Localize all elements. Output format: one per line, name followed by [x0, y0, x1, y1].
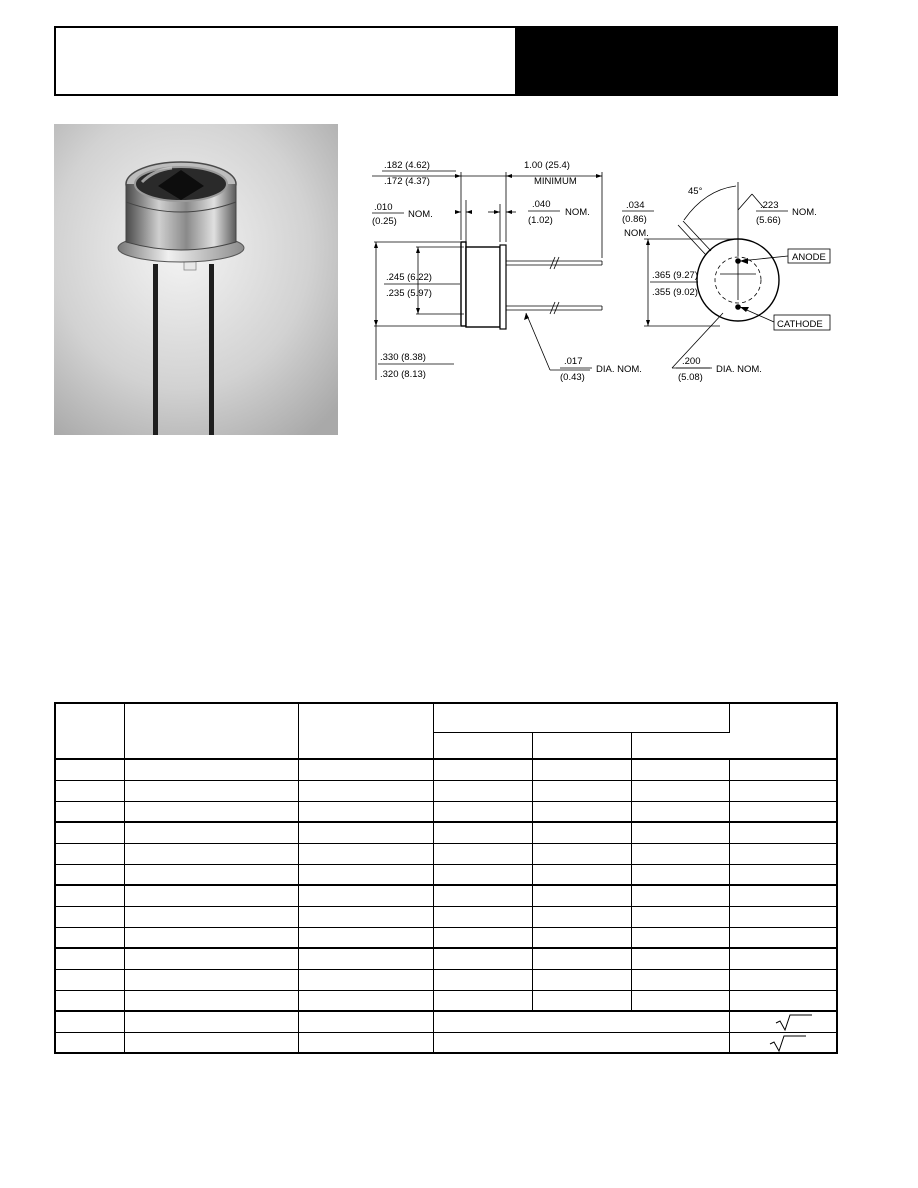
- dim-body-dia-max: .365 (9.27): [652, 270, 698, 281]
- table-row: [55, 801, 837, 822]
- header-bar: [54, 26, 838, 96]
- dim-tab-label: NOM.: [624, 228, 649, 239]
- header-cell: [55, 703, 124, 759]
- header-cell: [124, 703, 298, 759]
- dim-can-height-min: .235 (5.97): [386, 288, 432, 299]
- header-cell: [298, 703, 433, 759]
- table-row: [55, 843, 837, 864]
- header-cell: [532, 732, 631, 759]
- dim-lead-dia-label: DIA. NOM.: [596, 364, 642, 375]
- table-header-row: [55, 703, 837, 732]
- dim-tab-pos-label: NOM.: [792, 207, 817, 218]
- dim-flange-dia-max: .330 (8.38): [380, 352, 426, 363]
- dim-lead-offset-mm: (1.02): [528, 215, 553, 226]
- dim-pin-circle-mm: (5.08): [678, 372, 703, 383]
- dim-flange-nom-mm: (0.25): [372, 216, 397, 227]
- square-root-icon: [774, 1013, 814, 1031]
- dim-tab-pos-mm: (5.66): [756, 215, 781, 226]
- photodiode-package-photo-icon: [54, 124, 338, 435]
- table-row: [55, 969, 837, 990]
- table-row: [55, 864, 837, 885]
- table-row: [55, 759, 837, 780]
- table-row: [55, 1011, 837, 1032]
- table-row: [55, 927, 837, 948]
- dim-flange-nom: .010: [374, 202, 393, 213]
- dim-flange-height-min: .172 (4.37): [384, 176, 430, 187]
- dim-tab-mm: (0.86): [622, 214, 647, 225]
- header-title-area: [56, 28, 515, 94]
- dim-lead-length: 1.00 (25.4): [524, 160, 570, 171]
- dim-can-height-max: .245 (6.22): [386, 272, 432, 283]
- header-cell: [433, 732, 532, 759]
- dim-flange-dia-min: .320 (8.13): [380, 369, 426, 380]
- table-row: [55, 990, 837, 1011]
- dim-angle: 45°: [688, 186, 703, 197]
- table-row: [55, 885, 837, 906]
- sqrt-cell: [729, 1032, 837, 1053]
- photodiode-package-photo: [54, 124, 338, 435]
- dim-lead-length-note: MINIMUM: [534, 176, 577, 187]
- header-cell: [433, 703, 729, 732]
- table-row: [55, 948, 837, 969]
- dim-lead-dia-mm: (0.43): [560, 372, 585, 383]
- anode-label: ANODE: [792, 252, 826, 263]
- header-cell: [729, 703, 837, 759]
- dim-flange-height-max: .182 (4.62): [384, 160, 430, 171]
- dim-lead-offset-label: NOM.: [565, 207, 590, 218]
- dim-lead-dia: .017: [564, 356, 583, 367]
- dim-tab-pos: .223: [760, 200, 779, 211]
- dim-flange-nom-label: NOM.: [408, 209, 433, 220]
- dim-pin-circle: .200: [682, 356, 701, 367]
- table-row: [55, 1032, 837, 1053]
- dim-tab: .034: [626, 200, 645, 211]
- table-row: [55, 822, 837, 843]
- square-root-icon: [768, 1034, 808, 1052]
- table-row: [55, 906, 837, 927]
- dim-body-dia-min: .355 (9.02): [652, 287, 698, 298]
- specifications-table: [54, 702, 838, 1054]
- header-cell: [631, 732, 729, 759]
- sqrt-cell: [729, 1011, 837, 1032]
- dim-pin-circle-label: DIA. NOM.: [716, 364, 762, 375]
- header-part-number: [515, 28, 836, 94]
- table-row: [55, 780, 837, 801]
- dimension-drawing: [360, 150, 840, 400]
- cathode-label: CATHODE: [777, 319, 823, 330]
- dim-lead-offset: .040: [532, 199, 551, 210]
